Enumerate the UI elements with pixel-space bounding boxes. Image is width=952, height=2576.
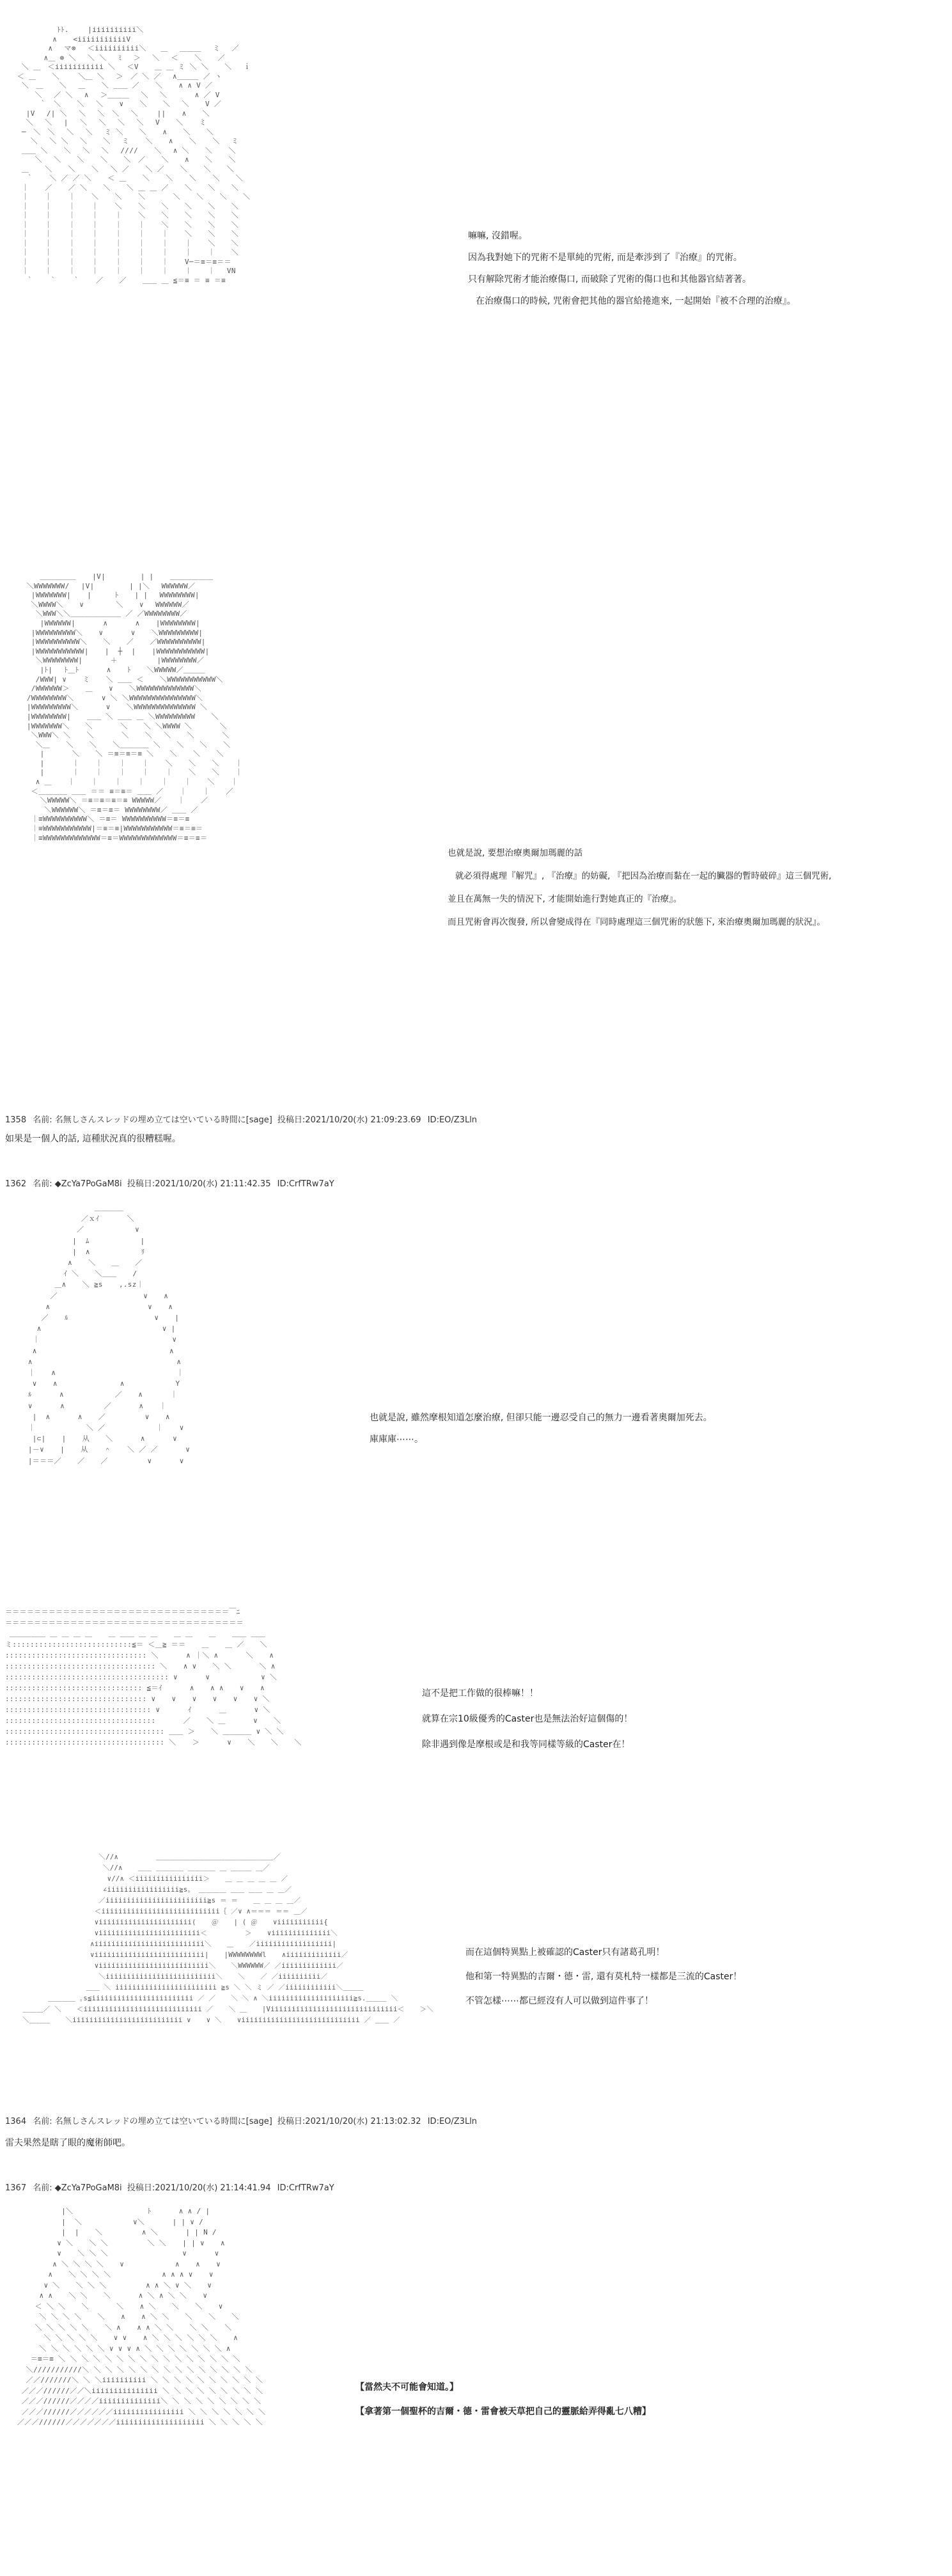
- dialog-line: 嘛嘛, 沒錯喔。: [468, 231, 527, 241]
- name-label: 名前:: [33, 1115, 52, 1125]
- name-label: 名前:: [33, 2183, 52, 2193]
- poster-name[interactable]: ◆ZcYa7PoGaM8i: [54, 1179, 122, 1189]
- post-id[interactable]: ID:EO/Z3Lln: [427, 1115, 478, 1125]
- ascii-art-morgan-2: ＿＿＿＿＿ |V| | | ＿＿＿＿＿＿ ＼WWWWWWW/ |V| | |＼ WWWWWW／ |WWWWWWW| | ﾄ | | WWWWWWWW| ＼WWWW＼ ∨ ＼ ∨ WWWWWW／ ＼WWW＼＼＿＿＿＿＿＿＿ ／ ／WWWWWWWW／ |WWWWWW| ∧ ∧ |WWWWWWWW| |WWWWWWWWW＼ ∨ ∨ ＼WWWWWWWWW| |WWWWWWWWWW＼ ＼ ／ ／WWWWWWWWWW| |WWWWWWWWWWW| | ┼ | |WWWWWWWWWWW| ＼WWWWWWWW| ＋ |WWWWWWWW／ |ﾄ| ﾄ＿ﾄ ∧ ﾄ ＼WWWWW／＿＿＿ /WWW| ∨ ミ ＼ ＿＿ ＜ ＼WWWWWWWWWWW＼ /WWWWWW＞ ＿ ∨ ＼WWWWWWWWWWWWW＼ /WWWWWWWW＼ ∨ ＼ ＼WWWWWWWWWWWWWWW＼ |WWWWWWWWW＼ ∨ ＼WWWWWWWWWWWWWW ＼ |WWWWWWWW| ＿＿ ＼ ＿＿ ＿ ＼WWWWWWWWW ＼ |WWWWWWW＼ ＼ ＼ ＼ ＼WWWW ＼ ＼ ＼WWW＼ ＼ ＼ ＼ ＼ ＼ ＼ ＼ ＼＿ ＼ ＼ ＼＿＿＿＿ ＼ ＼ ＼ ＼ | ＼ ＼ ＝≡＝≡＝≡ ＼ ＼ ＼ ＼ | ｜ ｜ ｜ ｜ ＼ ＼ ＼ ｜ | ｜ ｜ ｜ ｜ ｜ ＼ ＼ ｜ ∧ ＿ ｜ ｜ ｜ ｜ ｜ ｜ ＼ ｜ ＜＿＿＿＿ ＿＿ ＝＝ ≡＝≡＝ ＿＿ ／ ｜ ｜ ／ ＼WWWWW＼ ＝≡＝≡＝≡＝≡ WWWWW／ ｜ ／ ＼WWWWWW＼ ＝≡＝≡＝ WWWWWWWW／ ＿＿ ／ ｜≡WWWWWWWWWW＼ ＝≡＝ WWWWWWWWWW＝≡＝≡ ｜≡WWWWWWWWWWW|＝≡＝≡|WWWWWWWWWWW＝≡＝≡＝ ｜≡WWWWWWWWWWWWW＝≡＝WWWWWWWWWWWWW＝≡＝≡＝: [26, 572, 243, 842]
- dialog-line: 不管怎樣⋯⋯都已經沒有人可以做到這件事了！: [465, 1996, 653, 2006]
- dialog-line: 【當然夫不可能會知道。】: [355, 2382, 458, 2392]
- dialog-line: 在治療傷口的時候, 咒術會把其他的器官給捲進來, 一起開始『被不合理的治療』。: [476, 296, 796, 306]
- post-number: 1362: [5, 1179, 27, 1189]
- dialog-block-5: [465, 1940, 742, 2013]
- dialog-line: 【拿著第一個聖杯的吉爾・德・雷會被天草把自己的靈脈給弄得亂七八糟】: [355, 2407, 651, 2417]
- dialog-line: 也就是說, 要想治療奧爾加瑪麗的話: [448, 848, 583, 858]
- post-id[interactable]: ID:CrfTRw7aY: [277, 2183, 334, 2193]
- post-header-1364: [5, 2114, 481, 2126]
- post-date: 投稿日:2021/10/20(水) 21:11:42.35: [127, 1179, 271, 1189]
- dialog-block-6: [355, 2375, 651, 2424]
- post-date: 投稿日:2021/10/20(水) 21:13:02.32: [277, 2117, 421, 2126]
- post-number: 1367: [5, 2183, 27, 2193]
- name-label: 名前:: [33, 2117, 52, 2126]
- dialog-line: 他和第一特異點的吉爾・德・雷, 還有莫札特一樣都是三流的Caster！: [465, 1972, 742, 1982]
- ascii-art-figure-3: ＿＿＿＿ ／ｘｲ ＼ ／ ∨ | ﾑ | | ∧ ﾘ ∧ ＼ ＿ ／ ｲ ＼ ＼＿＿ / ＿∧ ＼ ≧s ,.sz｜ ／ ∨ ∧ ∧ ∨ ∧ ／ ﾙ ∨ | ∧ ∨ | ｜ ∨ ∧ ∧ ∧ ∧ ｜ ∧ ｜ ∨ ∧ ∧ Y ﾙ ∧ ／ ∧ ｜ ∨ ∧ ／ ∧ ｜ | ∧ ∧ ／ ∨ ∧ ｜ ＼ ／ ｜ ∨ |⊂| | 从 ＼ ∧ ∨ |－∨ | 从 ＾ ＼ ／ ／ ∨ |＝＝＝／ ／ ／ ∨ ∨: [27, 1204, 191, 1465]
- dialog-line: 並且在萬無一失的情況下, 才能開始進行對她真正的『治療』。: [448, 894, 682, 904]
- dialog-block-1: [468, 225, 796, 312]
- dialog-block-3: [370, 1407, 712, 1450]
- ascii-art-morgan-1: ﾄﾄ. |iiiiiiiiii＼ ∧ <iiiiiiiiiiiV ∧ マ⊗ ＜iiiiiiiiii＼ ＿ ＿＿＿ ミ ／ ∧＿ ⊗ ＼ ＼ ＼ ﾐ ＞ ＼ ＜ ＼ ／ ＼ ＿ ＜iiiiiiiiiii ＼ ＜V ＿ ＿ ミ ＼ ＼ ＼ ｉ ＜ ＿ ＼ ＼＿ ＼ ＞ ／ ＼ ／ ∧＿＿＿ ／ ヽ ＼ ＿ ＼ ＿ ＼ ＿＿ ／ ＼ ∧ ∧ V ／ ＼ ／ ＼ ∧ ＞＿＿＿ ＼ ＼ ∧ ／ V ｀ ＼ ＼ ＼ ∨ ＼ ＼ ＼ V ／ |V /| ＼ ＼ ＼ ＼ ＼ || ∧ ＼ ＼ ＼ | ＼ ＼ ＼ ＼ V ＼ ミ ─ ＼ ＼ ＼ ＼ ミ ＼ ＼ ∧ ＼ ＼ ＼ ＼ ＼ ＼ ＼ ミ ＼ ∧ ＼ ＼ ミ ＿＿ ＼ ＼ ＼ ＼ //// ＼ ∧ ＼ ＼ ＼ ＼ ＼ ＼ ＼ ＼ ／ ＼ ∧ ＼ ＼ ＿ ＼ ＼ ＼ ＼ ／ ＼ ／ ＼ ＼ ＼ ｀ ＼ ／ ／ ＼ ＜ ＿ ＼ ＼ ＼ ＼ ＼ ｜ ／ ／ ＼ ＼ ＼ ＿ ＿ ／ ＼ ＼ ＼ ｜ ｜ ｜ ＼ ＼ ＼ ＼ ＼ ＼ ＼ ｜ ｜ ｜ ｜ ＼ ＼ ＼ ＼ ＼ ＼ ｜ ｜ ｜ ｜ ｜ ＼ ＼ ＼ ＼ ＼ ｜ ｜ ｜ ｜ ｜ ｜ ＼ ＼ ＼ ＼ ｜ ｜ ｜ ｜ ｜ ｜ ｜ ＼ ＼ ＼ ｜ ｜ ｜ ｜ ｜ ｜ ｜ ｜ ＼ ＼ ｜ ｜ ｜ ｜ ｜ ｜ ｜ ｜ ｜ ＼ ｜ ｜ ｜ ｜ ｜ ｜ ｜ V─＝≡＝≡＝＝ ｜ ｜ ｜ ｜ ｜ ｜ ｜ ｜ ｜ VN ｀ ｀ ｀ ／ ／ ＿＿ ＿ ≦＝≡ ＝ ≡ ＝≡: [17, 26, 251, 285]
- dialog-line: 就必須得處理『解咒』, 『治療』的妨礙, 『把因為治療而黏在一起的臟器的暫時破碎』這三個咒術,: [455, 871, 832, 881]
- dialog-line: 因為我對她下的咒術不是單純的咒術, 而是牽涉到了『治療』的咒術。: [468, 253, 742, 263]
- post-header-1367: [5, 2181, 338, 2193]
- dialog-line: 庫庫庫⋯⋯。: [370, 1434, 423, 1445]
- poster-name[interactable]: 名無しさんスレッドの埋め立ては空いている時間に[sage]: [54, 2117, 272, 2126]
- post-number: 1358: [5, 1115, 27, 1125]
- dialog-line: 而在這個特異點上被確認的Caster只有諸葛孔明！: [465, 1947, 665, 1958]
- dialog-line: 這不是把工作做的很棒嘛！！: [422, 1688, 538, 1699]
- poster-name[interactable]: 名無しさんスレッドの埋め立ては空いている時間に[sage]: [54, 1115, 272, 1125]
- dialog-line: 就算在宗10級優秀的Caster也是無法治好這個傷的！: [422, 1714, 633, 1724]
- dialog-block-2: [448, 842, 831, 934]
- post-body-1364: 雷夫果然是瞎了眼的魔術師吧。: [5, 2138, 130, 2148]
- poster-name[interactable]: ◆ZcYa7PoGaM8i: [54, 2183, 122, 2193]
- post-body-1358: 如果是一個人的話, 這種狀況真的很糟糕喔。: [5, 1134, 181, 1144]
- post-header-1358: [5, 1113, 481, 1125]
- ascii-art-figure-6: |＼ ﾄ ∧ ∧ / | | ＼ ∨＼ | | ∨ / | | ＼ ∧ ＼ | | N / ∨ ＼ ＼ ＼ ＼ ＼ | | ∨ ∧ ∨ ＼ ＼ ＼ ∨ ∨ ∧ ＼ ＼ ＼ ＼ ∨ ∧ ∧ ∨ ∧ ＼ ＼ ＼ ＼ ∧ ∧ ∧ ∨ ∨ ∨ ＼ ＼ ＼ ＼ ∧ ∧ ＼ ∨ ＼ ∨ ∧ ∧ ＼ ＼ ＼ ∧ ＼ ∧ ＼ ＼ ∨ ＜ ＼ ＼ ＼ ＼ ∧ ＼ ＼ ＼ ∨ ＼ ＼ ＼ ＼ ＼ ∧ ∧ ＼ ＼ ＼ ＼ ＼ ＼ ＼ ＼ ＼ ＼ ＼ ∧ ∧ ∧ ＼ ＼ ＼ ＼ ＼ ＼ ＼ ＼ ＼ ＼ ∨ ∨ ∧ ＼ ＼ ＼ ＼ ＼ ＼ ∧ ＼ ＼ ＼ ＼ ＼ ＼ ∨ ∨ ∨ ∧ ＼ ＼ ＼ ＼ ＼ ＼ ＼ ∧ ＝≡＝≡ ＼ ＼ ＼ ＼ ＼ ＼ ＼ ＼ ＼ ＼ ＼ ＼ ＼ ＼ ＼ ＼ ＼///////////＼ ＼ ＼ ＼ ＼ ＼ ＼ ＼ ＼ ＼ ＼ ＼ ＼ ＼ ＼ ／／///////＼ ＼ ＼iiiiiiiiii ＼ ＼ ＼ ＼ ＼ ＼ ＼ ＼ ＼ ＼ ／／／//////／／＼iiiiiiiiiiiiiii ＼ ＼ ＼ ＼ ＼ ＼ ＼ ＼ ＼ ／／／//////／／／／iiiiiiiiiiiiii＼ ＼ ＼ ＼ ＼ ＼ ＼ ＼ ＼ ／／／//////／／／／／／iiiiiiiiiiiiiiii ＼ ＼ ＼ ＼ ＼ ＼ ＼ ／／／//////／／／／／／／iiiiiiiiiiiiiiiiiiii ＼ ＼ ＼ ＼ ＼: [17, 2207, 266, 2426]
- post-date: 投稿日:2021/10/20(水) 21:09:23.69: [277, 1115, 421, 1125]
- dialog-line: 而且咒術會再次復發, 所以會變成得在『同時處理這三個咒術的狀態下, 來治療奧爾加瑪麗的狀況』。: [448, 917, 825, 927]
- post-id[interactable]: ID:EO/Z3Lln: [427, 2117, 478, 2126]
- post-header-1362: [5, 1177, 338, 1189]
- dialog-line: 只有解除咒術才能治療傷口, 而破除了咒術的傷口也和其他器官結著著。: [468, 274, 751, 285]
- dialog-block-4: [422, 1681, 632, 1757]
- post-number: 1364: [5, 2117, 27, 2126]
- name-label: 名前:: [33, 1179, 52, 1189]
- ascii-art-figure-5: ＼//∧ ＿＿＿＿＿＿＿＿＿＿＿＿＿＿＿＿＿／ ＼//∧ ＿＿ ＿＿＿＿ ＿＿＿＿ ＿ ＿＿＿ ＿／ ∨//∧ ＜iiiiiiiiiiiiiiii＞ ＿ ＿ ＿ ＿ ＿ ／ ∠iiiiiiiiiiiiiiiii≧s。 ＿＿＿＿ ＿＿ ＿＿ ＿ ＿／ ／iiiiiiiiiiiiiiiiiiiiiiii≧s ＝ ＝ ＿ ＿ ＿ ＿／ ＜iiiiiiiiiiiiiiiiiiiiiiiiiiii｛ ／∨ ∧＝＝＝ ＝＝ ＿／ ∨iiiiiiiiiiiiiiiiiiiiii( ＠ | ( ＠ ∨iiiiiiiiiii{ ∨iiiiiiiiiiiiiiiiiiiiiiii＜ ＞ ∨iiiiiiiiiiiiii＼ ∧iiiiiiiiiiiiiiiiiiiiiiiiii＼ ＿ ／iiiiiiiiiiiiiiiiii| ∨iiiiiiiiiiiiiiiiiiiiiiiiii| |WWWWWWWWl ∧iiiiiiiiiiiii／ ∨iiiiiiiiiiiiiiiiiiiiiiiiii＼ ＼WWWWWW／ ／iiiiiiiiiiiii／ ＼iiiiiiiiiiiiiiiiiiiiiiiiii＼ ＼ ／ ／iiiiiiiiii／ ＿＿ ＼ iiiiiiiiiiiiiiiiiiiiiiii ≧s ＼ ＼ ミ ／ ／iiiiiiiiiiii＼＿＿＿ ＿＿＿＿ ｡s≦iiiiiiiiiiiiiiiiiiiiiiii ／ ／ ＼ ＼ ∧ ＼iiiiiiiiiiiiiiiiiiii≧s.＿＿＿ ＼ ＿＿＿／ ＼ ＜iiiiiiiiiiiiiiiiiiiiiiiiiiii ／ ＼ ＿ |Viiiiiiiiiiiiiiiiiiiiiiiiiiiiii＜ ＞＼ ＼＿＿＿ ＼iiiiiiiiiiiiiiiiiiiiiiiiii ∨ ∨ ＼ ∨iiiiiiiiiiiiiiiiiiiiiiiiiiii ／ ＿＿ ／: [22, 1853, 434, 2024]
- post-id[interactable]: ID:CrfTRw7aY: [277, 1179, 334, 1189]
- dialog-line: 也就是說, 雖然摩根知道怎麼治療, 但卻只能一邊忍受自己的無力一邊看著奧爾加死去。: [370, 1413, 712, 1423]
- dialog-line: 除非遇到像是摩根或是和我等同樣等級的Caster在！: [422, 1740, 630, 1750]
- post-date: 投稿日:2021/10/20(水) 21:14:41.94: [127, 2183, 271, 2193]
- ascii-art-figure-4: ＝＝＝＝＝＝＝＝＝＝＝＝＝＝＝＝＝＝＝＝＝＝＝＝＝＝＝＝＝＝＝￣ﾆ ＝＝＝＝＝＝＝＝＝＝＝＝＝＝＝＝＝＝＝＝＝＝＝＝＝＝＝＝＝＝＝＝＝ ＿＿＿＿＿ ＿ ＿ ＿ ＿ ＿ ＿＿ ＿ ＿ ＿ ＿ ＿ ＿＿ ＿＿ ミ:::::::::::::::::::::::::::≦＝ ＜＿≧ ＝＝ ＿ ＿ ／ ＼ :::::::::::::::::::::::::::::::: ＼ ∧ ｜＼ ∧ ＼ ∧ :::::::::::::::::::::::::::::::::: ＼ ∧ ∨ ＼ ＼ ＼ ∧ ::::::::::::::::::::::::::::::::::::: ∨ ∨ ∨ ＼ ::::::::::::::::::::::::::::::: ≦＝ｲ ∧ ∧ ∧ ∨ ∧ :::::::::::::::::::::::::::::::: ∨ ∨ ∨ ∨ ∨ ∨ ＼ ::::::::::::::::::::::::::::::::: ∨ ｲ ＿ ∨ ＼ :::::::::::::::::::::::::::::::::: ／ ＼ ＿ ∨ ＼ :::::::::::::::::::::::::::::::::::: ＿＿ ＞ ＼ ＿＿＿＿ ∨ ＼ ＼ :::::::::::::::::::::::::::::::::::: ＼ ＞ ∨ ＼ ＼ ＼: [5, 1608, 302, 1747]
